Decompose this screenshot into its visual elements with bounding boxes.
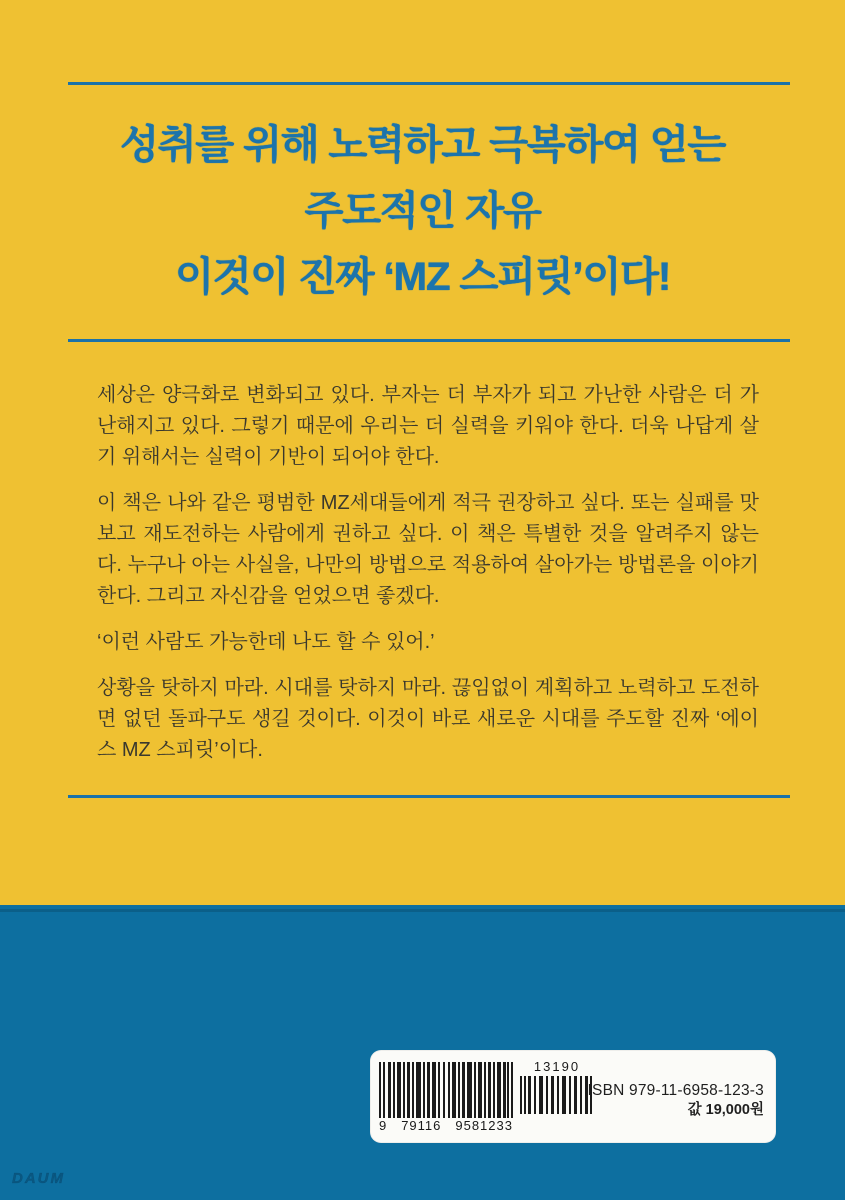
headline-line-2: 주도적인 자유 xyxy=(304,189,541,233)
ean-digit-group: 9 xyxy=(379,1118,388,1133)
ean-digit-group: 79116 xyxy=(401,1118,442,1133)
scan-watermark: DAUM xyxy=(12,1170,65,1187)
barcode-plate xyxy=(370,1050,776,1143)
ean-digits-row xyxy=(379,1119,513,1133)
addon-barcode-graphic xyxy=(520,1076,594,1114)
isbn-price-block xyxy=(588,1082,764,1119)
blurb-paragraph: 이 책은 나와 같은 평범한 MZ세대들에게 적극 권장하고 싶다. 또는 실패를 맛보고 재도전하는 사람에게 권하고 싶다. 이 책은 특별한 것을 알려주지 않는다. 누구나 아는 사실을, 나만의 방법으로 적용하여 살아가는 방법론을 이야기한다. 그리고 자신감을 얻었으면 좋겠다. xyxy=(97,492,759,607)
blurb-paragraph: 상황을 탓하지 마라. 시대를 탓하지 마라. 끊임없이 계획하고 노력하고 도전하면 없던 돌파구도 생길 것이다. 이것이 바로 새로운 시대를 주도할 진짜 ‘에이스 MZ 스피릿’이다. xyxy=(97,677,759,761)
headline-bottom-rule xyxy=(68,339,790,342)
price-label: 값 19,000원 xyxy=(687,1102,764,1118)
headline-line-1: 성취를 위해 노력하고 극복하여 얻는 xyxy=(119,123,726,167)
bottom-blue-band xyxy=(0,905,845,1200)
blurb-quote-paragraph: ‘이런 사람도 가능한데 나도 할 수 있어.’ xyxy=(97,631,435,653)
bottom-divider-rule xyxy=(68,795,790,798)
ean-barcode xyxy=(379,1062,513,1134)
top-divider-rule xyxy=(68,82,790,85)
blurb-text-block xyxy=(97,380,759,766)
addon-barcode xyxy=(520,1060,594,1114)
ean-barcode-graphic xyxy=(379,1062,513,1118)
addon-number: 13190 xyxy=(533,1059,581,1074)
ean-digit-group: 9581233 xyxy=(455,1118,513,1133)
headline-block xyxy=(40,112,805,310)
headline-line-3: 이것이 진짜 ‘MZ 스피릿’이다! xyxy=(174,255,671,299)
isbn-number: ISBN 979-11-6958-123-3 xyxy=(587,1082,764,1099)
band-seam-line xyxy=(0,909,845,912)
blurb-paragraph: 세상은 양극화로 변화되고 있다. 부자는 더 부자가 되고 가난한 사람은 더 가난해지고 있다. 그렇기 때문에 우리는 더 실력을 키워야 한다. 더욱 나답게 살기 위해서는 실력이 기반이 되어야 한다. xyxy=(97,384,759,468)
